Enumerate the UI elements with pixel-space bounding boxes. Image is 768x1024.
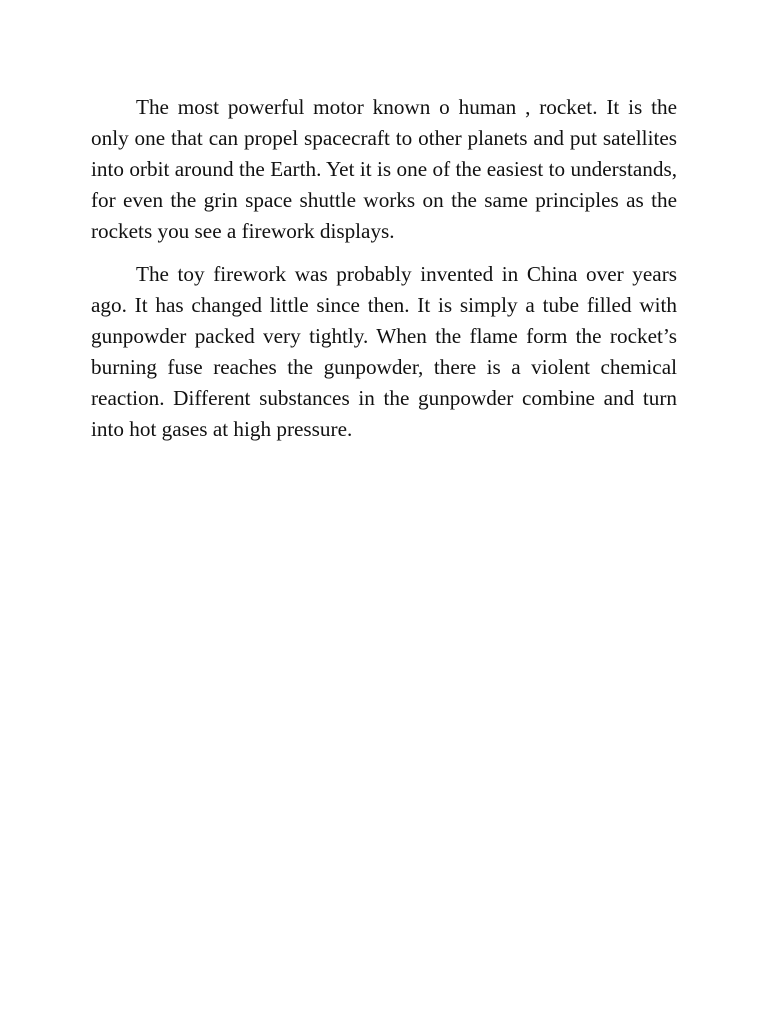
paragraph-2: The toy firework was probably invented in China over years ago. It has changed little since then. It is simply a tube filled with gunpowder packed very tightly. When the flame form the rocket’s burning fuse reaches the gunpowder, there is a violent chemical reaction. Different substances in the gunpowder combine and turn into hot gases at high pressure. <box>91 262 677 441</box>
paragraph-1: The most powerful motor known o human , rocket. It is the only one that can propel spacecraft to other planets and put satellites into orbit around the Earth. Yet it is one of the easiest to understands, for even the grin space shuttle works on the same principles as the rockets you see a firework displays. <box>91 95 677 243</box>
document-body <box>91 92 677 457</box>
